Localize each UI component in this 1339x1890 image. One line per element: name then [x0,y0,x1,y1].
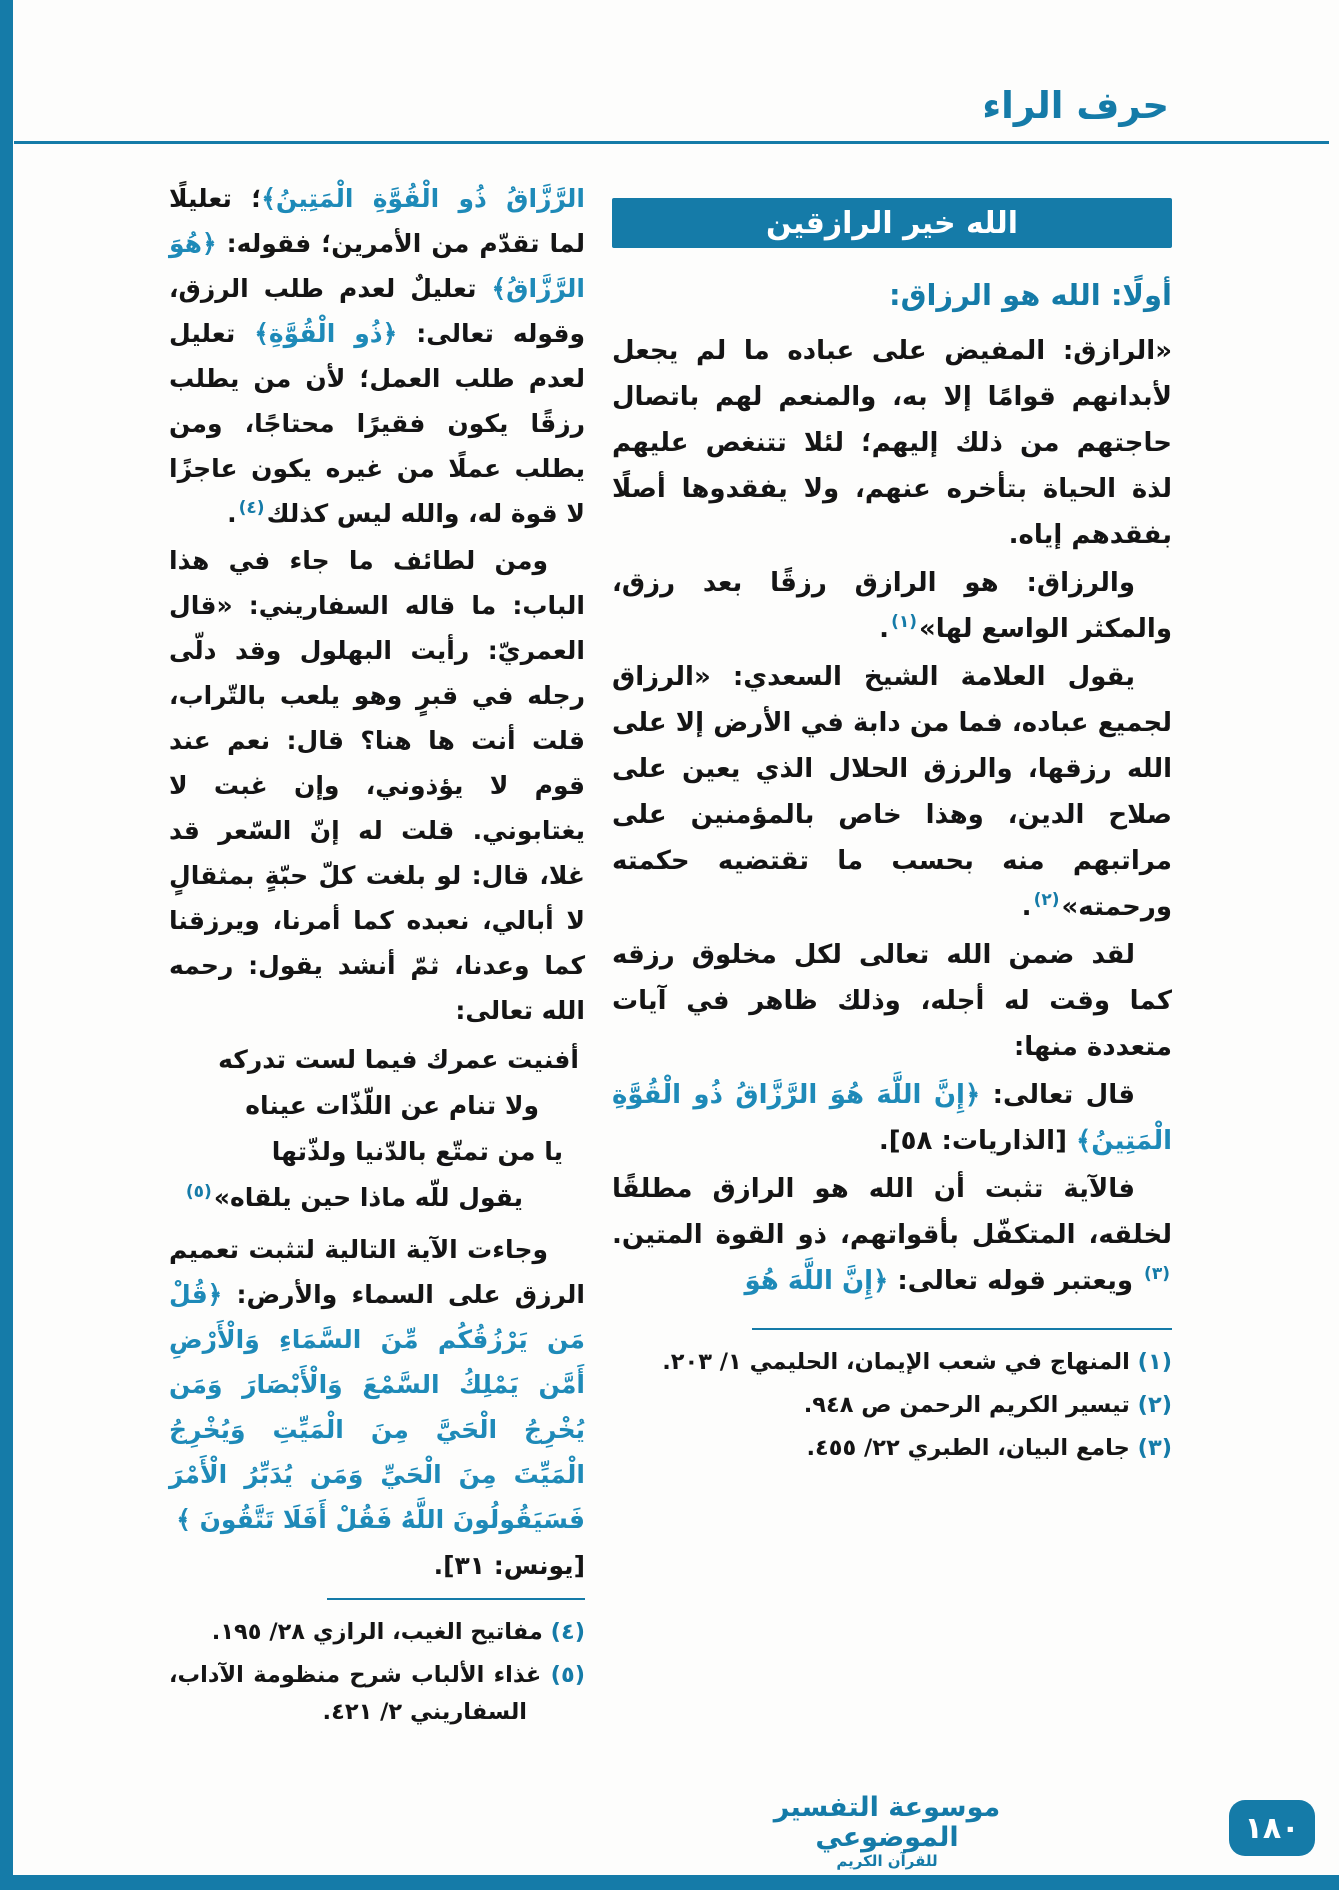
paragraph [169,1227,585,1542]
text-run: فالآية تثبت أن الله هو الرازق مطلقًا لخلقه، المتكفّل بأقواتهم، ذو القوة المتين. [612,1174,1172,1250]
footnote [612,1430,1172,1467]
header-rule [14,141,1329,144]
text-run: . [1021,892,1032,922]
section-subheading: أولًا: الله هو الرزاق: [888,278,1172,312]
page-border-left [0,0,13,1890]
right-column [612,198,1172,1473]
footnote-text: جامع البيان، الطبري ٢٢/ ٤٥٥. [806,1435,1130,1461]
text-run: . [879,614,890,644]
footnote [612,1387,1172,1424]
footnotes-block [169,1614,585,1731]
quran-text: الرَّزَّاقُ ذُو الْقُوَّةِ الْمَتِينُ﴾ [261,184,585,213]
text-run: لقد ضمن الله تعالى لكل مخلوق رزقه كما وقت له أجله، وذلك ظاهر في آيات متعددة منها: [612,940,1172,1062]
quran-text: ﴿ذُو الْقُوَّةِ﴾ [254,319,398,348]
text-run: وجاءت الآية التالية لتثبت تعميم الرزق على السماء والأرض: [169,1235,585,1309]
text-run: «الرازق: المفيض على عباده ما لم يجعل لأبدانهم قوامًا إلا به، والمنعم لهم باتصال حاجتهم من ذلك إليهم؛ لئلا تتنغص عليهم لذة الحياة بتأخره عنهم، ولا يفقدوها أصلًا بفقدهم إياه. [612,336,1172,550]
paragraph [612,560,1172,652]
paragraph [612,328,1172,558]
publisher-seal-title: موسوعة التفسير الموضوعي [773,1791,1001,1853]
footnote-number: (٢) [1137,1392,1172,1418]
footnotes-block [612,1344,1172,1467]
quran-text: ﴿هُوَ الرَّزَّاقُ﴾ [169,229,585,303]
paragraph [169,538,585,1033]
footnotes-separator [752,1328,1172,1330]
left-column [169,176,585,1737]
text-run: ؛ تعليلًا لما تقدّم من الأمرين؛ فقوله: [169,184,585,258]
text-run: تعليلٌ لعدم طلب الرزق، وقوله تعالى: [169,274,585,348]
quran-text: ﴿إِنَّ اللَّهَ هُوَ الرَّزَّاقُ ذُو الْقُوَّةِ الْمَتِينُ﴾ [612,1080,1172,1156]
text-run: ويعتبر قوله تعالى: [888,1266,1143,1296]
verse-reference: [يونس: ٣١]. [433,1551,585,1580]
text-run: . [227,499,237,528]
publisher-seal [757,1793,1017,1870]
poetry-line: ولا تنام عن اللّذّات عيناه [245,1091,539,1120]
footnote [612,1344,1172,1381]
quran-text: ﴿إِنَّ اللَّهَ هُوَ [744,1266,889,1296]
footnote-marker: (٥) [185,1181,212,1202]
text-run: ومن لطائف ما جاء في هذا الباب: ما قاله السفاريني: «قال العمريّ: رأيت البهلول وقد دلّى رجله في قبرٍ وهو يلعب بالتّراب، قلت أنت ها هنا؟ قال: نعم عند قوم لا يؤذوني، وإن غبت لا يغتابوني. قلت له إنّ السّعر قد غلا، قال: لو بلغت كلّ حبّةٍ بمثقالٍ لا أبالي، نعبده كما أمرنا، ويرزقنا كما وعدنا، ثمّ أنشد يقول: رحمه الله تعالى: [169,546,585,1025]
text-run: والرزاق: هو الرازق رزقًا بعد رزق، والمكثر الواسع لها» [612,568,1172,644]
footnote-marker: (١) [891,612,918,633]
poetry-line [169,1175,585,1221]
footnote-number: (٣) [1137,1435,1172,1461]
footnote-number: (١) [1137,1349,1172,1375]
text-run: يقول العلامة الشيخ السعدي: «الرزاق لجميع عباده، فما من دابة في الأرض إلا على الله رزقها، والرزق الحلال الذي يعين على صلاح الدين، وهذا خاص بالمؤمنين على مراتبهم منه بحسب ما تقتضيه حكمته ورحمته» [612,662,1172,922]
footnote [169,1657,585,1731]
poetry-line: يا من تمتّع بالدّنيا ولذّتها [271,1137,563,1166]
footnote-text: غذاء الألباب شرح منظومة الآداب، السفاريني ٢/ ٤٢١. [169,1662,542,1725]
paragraph [612,654,1172,930]
chapter-header: حرف الراء [982,84,1169,127]
footnote-number: (٥) [550,1662,585,1688]
poetry-line: أفنيت عمرك فيما لست تدركه [218,1045,579,1074]
section-title-box: الله خير الرازقين [612,198,1172,248]
text-run: تعليل لعدم طلب العمل؛ لأن من يطلب رزقًا يكون فقيرًا محتاجًا، ومن يطلب عملًا من غيره يكون عاجزًا لا قوة له، والله ليس كذلك [169,319,585,528]
paragraph [612,1166,1172,1304]
poetry-block [169,1037,585,1221]
footnote-number: (٤) [550,1619,585,1645]
publisher-seal-subtitle: للقرآن الكريم [836,1852,938,1871]
footnote [169,1614,585,1651]
page-border-bottom [0,1875,1339,1890]
text-run: [الذاريات: ٥٨]. [878,1126,1077,1156]
footnote-marker: (٢) [1033,890,1060,911]
paragraph [612,1072,1172,1164]
quran-text: ﴿قُلْ مَن يَرْزُقُكُم مِّنَ السَّمَاءِ وَالْأَرْضِ أَمَّن يَمْلِكُ السَّمْعَ وَالْأَبْصَارَ وَمَن يُخْرِجُ الْحَيَّ مِنَ الْمَيِّتِ وَيُخْرِجُ الْمَيِّتَ مِنَ الْحَيِّ وَمَن يُدَبِّرُ الْأَمْرَ فَسَيَقُولُونَ اللَّهُ فَقُلْ أَفَلَا تَتَّقُونَ ﴾ [169,1280,585,1534]
footnotes-separator [327,1598,585,1600]
text-run: يقول للّه ماذا حين يلقاه» [213,1183,523,1212]
paragraph [612,932,1172,1070]
page-number: ١٨٠ [1229,1800,1315,1856]
text-run: قال تعالى: [980,1080,1135,1110]
footnote-text: مفاتيح الغيب، الرازي ٢٨/ ١٩٥. [211,1619,543,1645]
paragraph [169,176,585,536]
footnote-marker: (٤) [238,497,265,518]
footnote-marker: (٣) [1144,1264,1170,1285]
footnote-text: المنهاج في شعب الإيمان، الحليمي ١/ ٢٠٣. [662,1349,1130,1375]
footnote-text: تيسير الكريم الرحمن ص ٩٤٨. [803,1392,1130,1418]
